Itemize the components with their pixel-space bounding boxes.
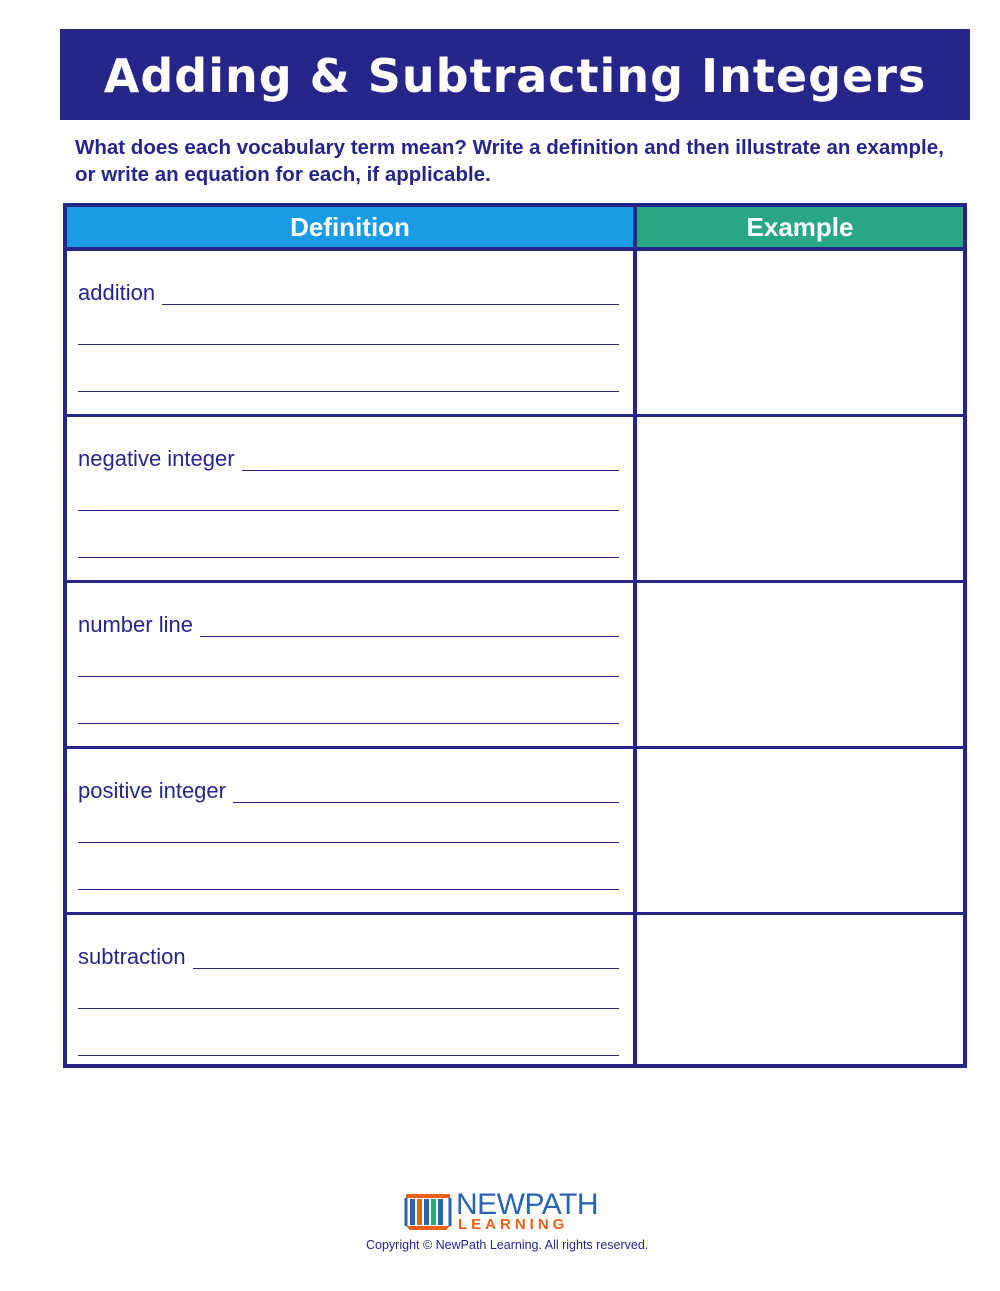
answer-line[interactable] [78,676,619,677]
definition-cell [78,441,619,471]
example-cell[interactable] [637,583,963,746]
example-cell[interactable] [637,251,963,414]
newpath-logo [404,1190,604,1234]
table-row [67,251,963,414]
answer-line[interactable] [78,344,619,345]
term-label: number line [78,612,193,637]
table-row [67,915,963,1078]
answer-line[interactable] [78,842,619,843]
answer-line[interactable] [78,1008,619,1009]
term-label: positive integer [78,778,226,803]
term-label: negative integer [78,446,235,471]
table-header-row [67,207,963,247]
answer-line[interactable] [78,1055,619,1056]
term-label: subtraction [78,944,186,969]
example-cell[interactable] [637,915,963,1078]
book-stack-icon [404,1190,452,1232]
definition-cell [78,607,619,637]
answer-line[interactable] [162,282,619,305]
page-title: Adding & Subtracting Integers [103,48,927,103]
instructions-text: What does each vocabulary term mean? Write a definition and then illustrate an example, or write an equation for each, if applicable. [75,136,944,186]
table-row [67,749,963,912]
table-row [67,583,963,746]
table-row [67,417,963,580]
answer-line[interactable] [78,889,619,890]
answer-line[interactable] [193,946,619,969]
copyright-text: Copyright © NewPath Learning. All rights reserved. [366,1238,649,1252]
definition-header: Definition [67,207,633,251]
title-banner [60,29,970,120]
answer-line[interactable] [78,391,619,392]
answer-line[interactable] [78,510,619,511]
definition-cell [78,939,619,969]
logo-word-learning: LEARNING [458,1216,569,1233]
example-cell[interactable] [637,417,963,580]
term-label: addition [78,280,156,305]
answer-line[interactable] [233,780,619,803]
definition-cell [78,275,619,305]
definition-cell [78,773,619,803]
answer-line[interactable] [200,614,619,637]
answer-line[interactable] [78,557,619,558]
logo-word-newpath: NEWPATH [456,1188,599,1221]
example-cell[interactable] [637,749,963,912]
vocabulary-table [63,203,967,1068]
example-header: Example [637,207,963,251]
answer-line[interactable] [242,448,619,471]
answer-line[interactable] [78,723,619,724]
